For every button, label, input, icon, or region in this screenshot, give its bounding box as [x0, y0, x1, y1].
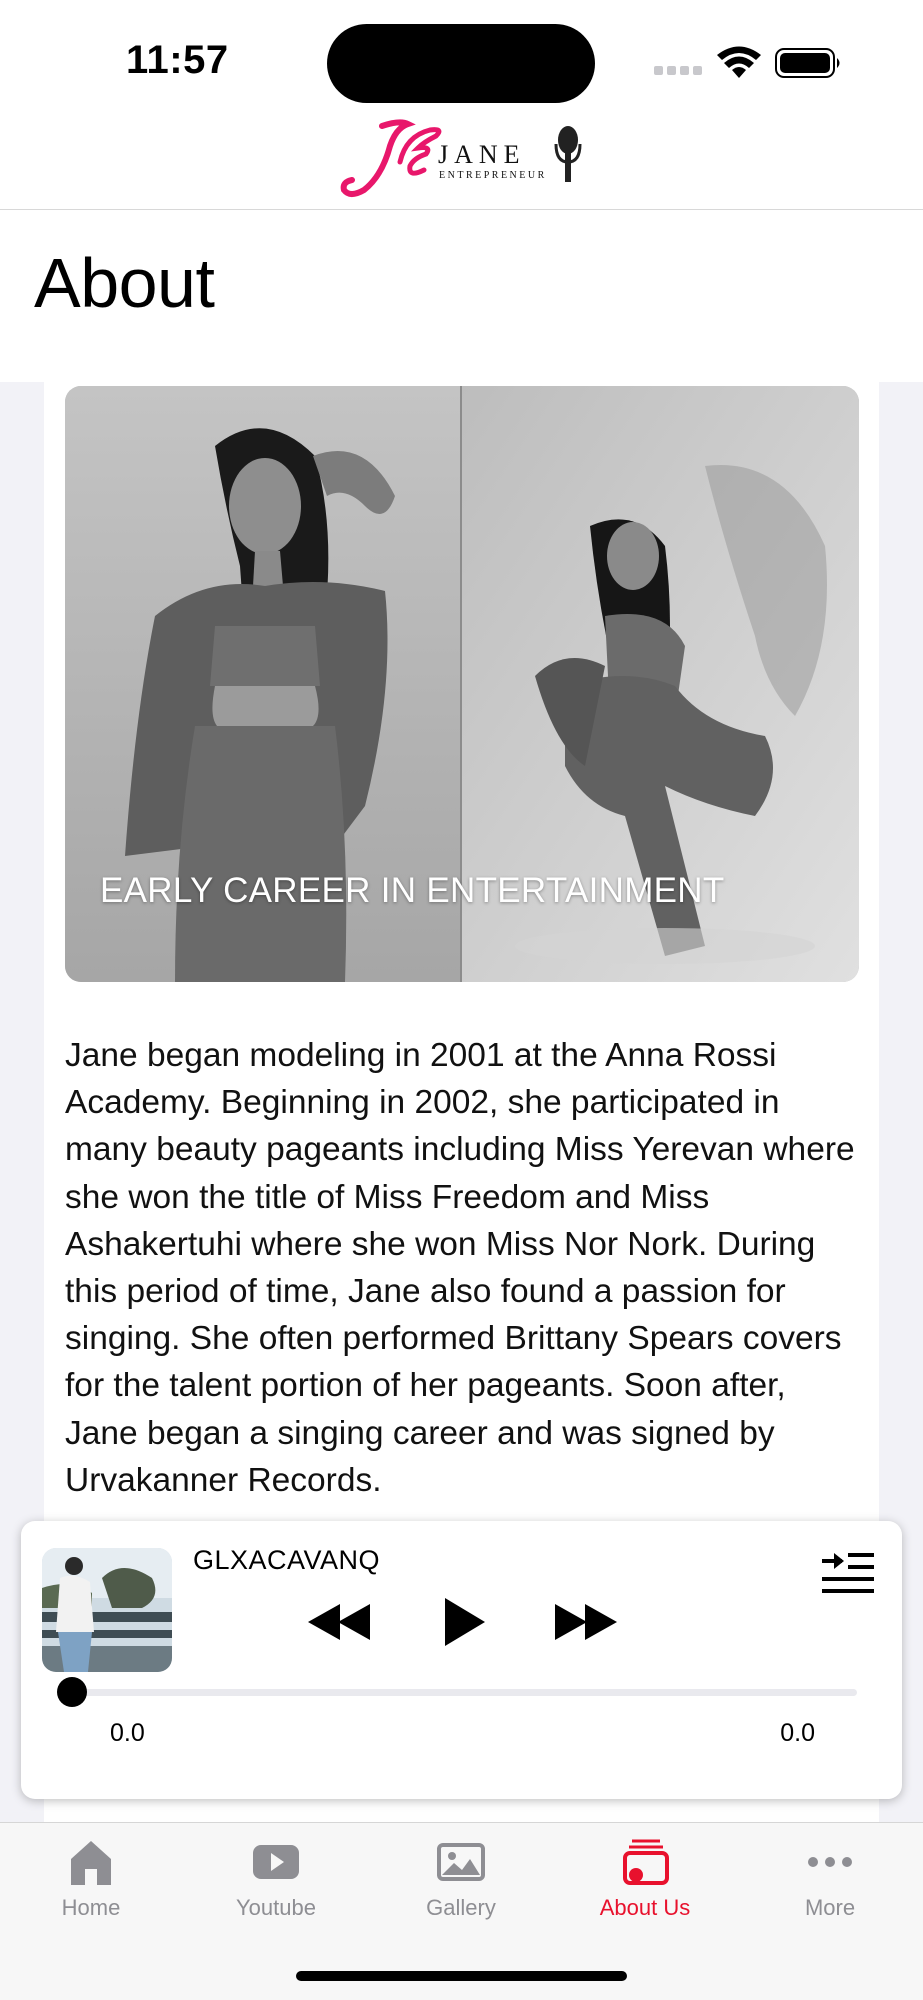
tab-label-youtube: Youtube	[236, 1895, 316, 1920]
battery-icon	[775, 48, 843, 78]
progress-thumb[interactable]	[57, 1677, 87, 1707]
mini-player[interactable]	[21, 1521, 902, 1799]
duration-time: 0.0	[780, 1719, 815, 1747]
cellular-signal-icon	[654, 66, 704, 78]
track-title: GLXACAVANQ	[193, 1545, 381, 1575]
hero-image	[65, 386, 859, 982]
about-icon	[620, 1837, 670, 1887]
tab-label-home: Home	[61, 1895, 121, 1920]
tab-label-about-us: About Us	[599, 1895, 691, 1920]
tab-more[interactable]	[755, 1837, 905, 1947]
dynamic-island	[327, 24, 595, 103]
home-indicator	[296, 1971, 627, 1981]
queue-icon[interactable]	[820, 1551, 876, 1597]
forward-icon[interactable]	[553, 1594, 619, 1650]
about-paragraph: Jane began modeling in 2001 at the Anna Rossi Academy. Beginning in 2002, she participated in many beauty pageants including Miss Yerevan where she won the title of Miss Freedom and Miss Ashakertuhi where she won Miss Nor Nork. During this period of time, Jane also found a passion for singing. She often performed Brittany Spears covers for the talent portion of her pageants. Soon after, Jane began a singing career and was signed by Urvakanner Records.	[65, 1037, 855, 1499]
tab-youtube[interactable]	[201, 1837, 351, 1947]
logo-mark-icon	[338, 118, 588, 204]
wifi-icon	[716, 46, 762, 80]
status-bar	[0, 0, 923, 110]
tab-about-us[interactable]	[570, 1837, 720, 1947]
page-title: About	[34, 244, 215, 322]
play-icon[interactable]	[439, 1594, 489, 1650]
tab-label-more: More	[804, 1895, 856, 1920]
album-art[interactable]	[42, 1548, 172, 1672]
backward-icon[interactable]	[306, 1594, 372, 1650]
current-time: 0.0	[110, 1719, 145, 1747]
youtube-icon	[251, 1837, 301, 1887]
home-icon	[67, 1837, 115, 1887]
tab-home[interactable]	[16, 1837, 166, 1947]
tab-gallery[interactable]	[386, 1837, 536, 1947]
logo-subtext: ENTREPRENEUR	[439, 170, 547, 181]
hero-caption: EARLY CAREER IN ENTERTAINMENT	[100, 871, 725, 910]
gallery-icon	[436, 1837, 486, 1887]
tab-label-gallery: Gallery	[426, 1895, 496, 1920]
progress-slider[interactable]	[67, 1689, 857, 1696]
more-icon	[805, 1837, 855, 1887]
header-divider	[0, 209, 923, 210]
logo-text: JANE	[438, 140, 526, 169]
status-time: 11:57	[126, 38, 229, 82]
brand-logo[interactable]	[338, 118, 588, 204]
